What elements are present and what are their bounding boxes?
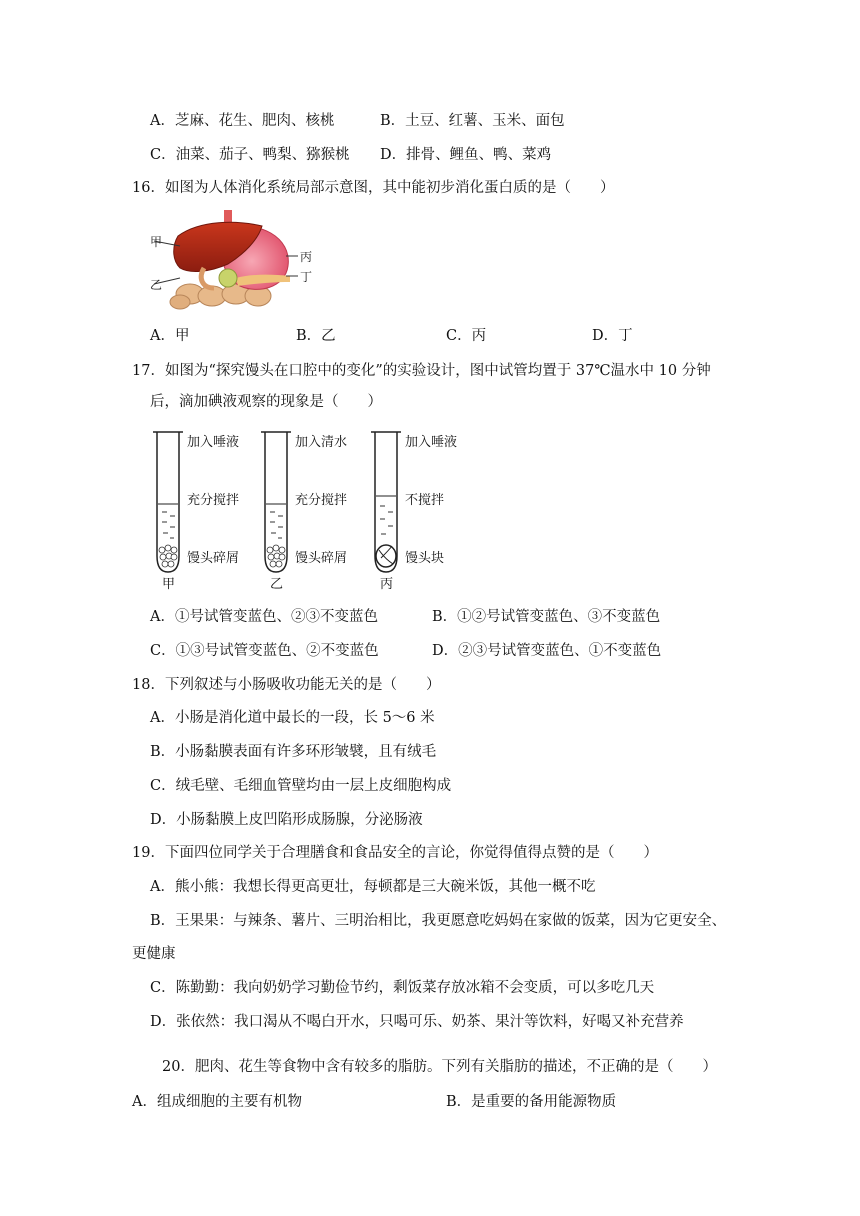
q17-stem-line1: 17．如图为“探究馒头在口腔中的变化”的实验设计，图中试管均置于 37℃温水中 10 分钟: [132, 363, 711, 379]
test-tube-2: [261, 432, 347, 592]
q18-option-c: C．绒毛壁、毛细血管壁均由一层上皮细胞构成: [150, 778, 452, 794]
tube-2-mid-label: 充分搅拌: [295, 493, 348, 508]
figure-label-bing: 丙: [300, 250, 313, 264]
q18-option-d: D．小肠黏膜上皮凹陷形成肠腺，分泌肠液: [150, 812, 423, 828]
tube-2-bottom-label: 馒头碎屑: [295, 551, 348, 566]
q17-option-c: C．①③号试管变蓝色、②不变蓝色: [150, 643, 379, 659]
q18-stem: 18．下列叙述与小肠吸收功能无关的是（ ）: [132, 677, 441, 693]
q20-option-b: B．是重要的备用能源物质: [446, 1094, 617, 1110]
figure-label-yi: 乙: [150, 278, 163, 292]
q15-option-a: A．芝麻、花生、肥肉、核桃: [150, 113, 335, 129]
q16-option-a: A．甲: [150, 328, 190, 344]
figure-label-jia: 甲: [150, 235, 163, 249]
q17-option-b: B．①②号试管变蓝色、③不变蓝色: [432, 609, 661, 625]
test-tube-figure: [145, 426, 475, 592]
tube-1-name: 甲: [162, 577, 176, 592]
q16-stem: 16．如图为人体消化系统局部示意图，其中能初步消化蛋白质的是（ ）: [132, 180, 615, 196]
tube-2-top-label: 加入清水: [295, 435, 348, 450]
test-tube-1: [153, 432, 239, 592]
tube-3-top-label: 加入唾液: [405, 435, 458, 450]
q15-option-c: C．油菜、茄子、鸭梨、猕猴桃: [150, 147, 350, 163]
q16-option-b: B．乙: [296, 328, 336, 344]
duodenum-shape: [201, 268, 214, 288]
q20-stem: 20．肥肉、花生等食物中含有较多的脂肪。下列有关脂肪的描述，不正确的是（ ）: [162, 1059, 717, 1075]
q17-stem-line2: 后，滴加碘液观察的现象是（ ）: [150, 394, 382, 410]
q19-option-b-line1: B．王果果：与辣条、薯片、三明治相比，我更愿意吃妈妈在家做的饭菜，因为它更安全、: [150, 913, 727, 929]
q18-option-a: A．小肠是消化道中最长的一段，长 5～6 米: [150, 710, 435, 726]
q15-option-d: D．排骨、鲤鱼、鸭、菜鸡: [380, 147, 552, 163]
digestive-system-figure: [140, 208, 320, 310]
q17-option-d: D．②③号试管变蓝色、①不变蓝色: [432, 643, 662, 659]
tube-2-name: 乙: [270, 577, 284, 592]
q18-option-b: B．小肠黏膜表面有许多环形皱襞，且有绒毛: [150, 744, 437, 760]
q19-option-b-line2: 更健康: [132, 946, 176, 962]
tube-3-bottom-label: 馒头块: [405, 551, 445, 566]
tube-1-bottom-label: 馒头碎屑: [187, 551, 240, 566]
q17-option-a: A．①号试管变蓝色、②③不变蓝色: [150, 609, 378, 625]
q16-option-c: C．丙: [446, 328, 487, 344]
q19-option-d: D．张依然：我口渴从不喝白开水，只喝可乐、奶茶、果汁等饮料，好喝又补充营养: [150, 1014, 684, 1030]
tube-1-mid-label: 充分搅拌: [187, 493, 240, 508]
q20-option-a: A．组成细胞的主要有机物: [132, 1094, 302, 1110]
q19-option-a: A．熊小熊：我想长得更高更壮，每顿都是三大碗米饭，其他一概不吃: [150, 879, 596, 895]
q19-option-c: C．陈勤勤：我向奶奶学习勤俭节约，剩饭菜存放冰箱不会变质，可以多吃几天: [150, 980, 655, 996]
tube-1-top-label: 加入唾液: [187, 435, 240, 450]
test-tube-3: [371, 432, 457, 592]
q19-stem: 19．下面四位同学关于合理膳食和食品安全的言论，你觉得值得点赞的是（ ）: [132, 845, 658, 861]
figure-label-ding: 丁: [300, 270, 313, 284]
q16-option-d: D．丁: [592, 328, 633, 344]
tube-3-mid-label: 不搅拌: [405, 493, 445, 508]
q15-option-b: B．土豆、红薯、玉米、面包: [380, 113, 565, 129]
tube-3-name: 丙: [380, 577, 394, 592]
gallbladder-shape: [219, 269, 237, 287]
